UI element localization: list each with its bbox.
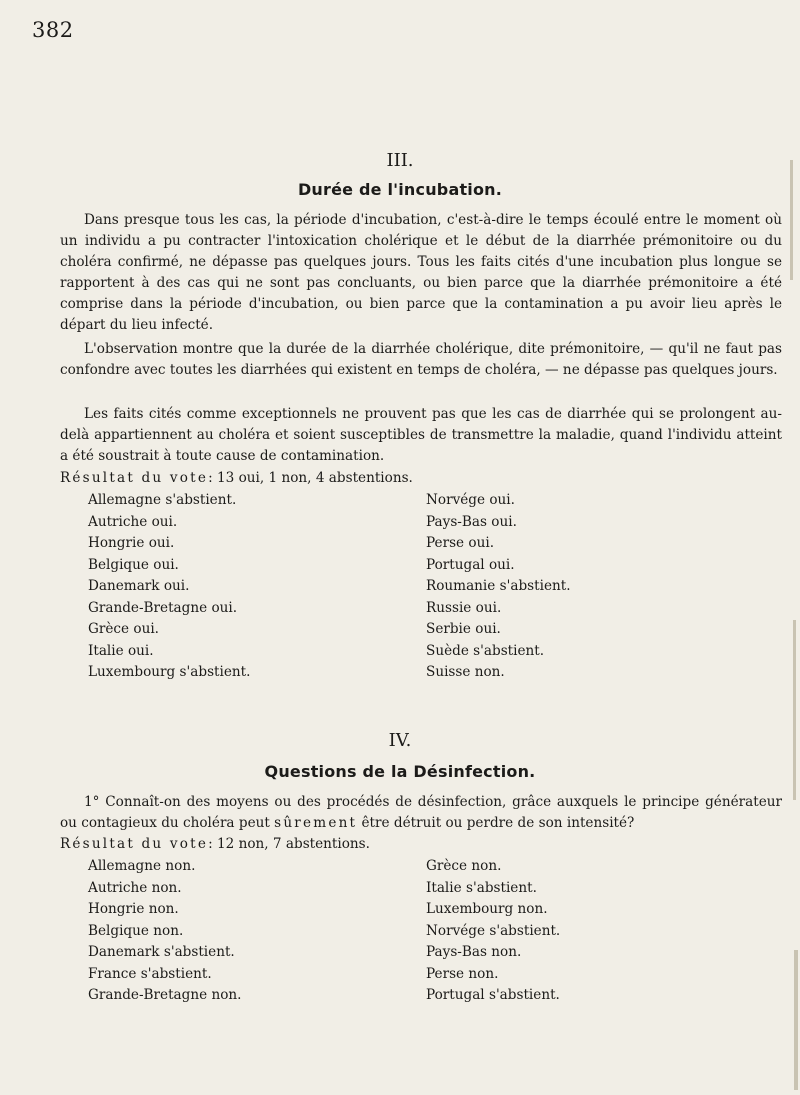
- vote-result-label: Résultat du vote: [60, 836, 209, 852]
- vote-entry: Italie oui.: [88, 642, 154, 659]
- vote-entry: Pays-Bas oui.: [426, 513, 517, 530]
- scan-edge-mark: [790, 160, 793, 280]
- section-4-votes-left: [88, 856, 242, 1007]
- vote-entry: Suisse non.: [426, 664, 505, 680]
- section-4-votes-right: [426, 856, 560, 1007]
- vote-entry: Portugal oui.: [426, 556, 515, 573]
- vote-entry: Hongrie oui.: [88, 535, 175, 551]
- vote-entry: Grèce oui.: [88, 621, 159, 637]
- vote-entry: Allemagne non.: [88, 858, 196, 874]
- vote-entry: Grande-Bretagne oui.: [88, 599, 238, 616]
- section-4-numeral: IV.: [388, 730, 412, 751]
- section-4-vote-result: [60, 834, 370, 855]
- section-3-title: Durée de l'incubation.: [297, 180, 503, 199]
- vote-entry: Danemark oui.: [88, 578, 190, 594]
- vote-result-text: : 12 non, 7 abstentions.: [208, 836, 370, 852]
- vote-entry: Belgique oui.: [88, 556, 179, 573]
- vote-entry: Portugal s'abstient.: [426, 987, 560, 1003]
- section-4-title: Questions de la Désinfection.: [264, 762, 536, 781]
- vote-entry: Allemagne s'abstient.: [88, 492, 237, 508]
- question-text-start: 1° Connaît-on des moyens ou des procédés de désinfection, grâce auxquels le principe générateur ou contagieux du choléra peut: [60, 794, 782, 831]
- section-3-paragraph-2: L'observation montre que la durée de la diarrhée cholérique, dite prémonitoire, — qu'il ne faut pas confondre avec toutes les diarrhées qui existent en temps de choléra, — ne dépasse pas quelques jours.: [60, 341, 782, 378]
- vote-entry: Perse non.: [426, 965, 499, 982]
- vote-entry: Pays-Bas non.: [426, 944, 522, 960]
- vote-entry: Autriche oui.: [88, 513, 178, 530]
- section-4-question: [60, 792, 782, 834]
- vote-result-text: : 13 oui, 1 non, 4 abstentions.: [208, 470, 413, 486]
- question-text-end: être détruit ou perdre de son intensité?: [357, 815, 635, 831]
- vote-entry: Belgique non.: [88, 922, 184, 939]
- vote-entry: Grèce non.: [426, 858, 502, 874]
- vote-entry: Roumanie s'abstient.: [426, 578, 571, 594]
- vote-result-label: Résultat du vote: [60, 470, 209, 486]
- vote-entry: Grande-Bretagne non.: [88, 987, 242, 1003]
- section-3-vote-result: [60, 468, 413, 489]
- vote-entry: Serbie oui.: [426, 621, 501, 637]
- vote-entry: Luxembourg non.: [426, 901, 548, 917]
- vote-entry: Danemark s'abstient.: [88, 944, 235, 960]
- section-3-votes-right: [426, 490, 571, 684]
- vote-entry: Hongrie non.: [88, 901, 179, 917]
- section-3-numeral: III.: [386, 150, 414, 171]
- scan-edge-mark: [793, 620, 796, 800]
- section-3-votes-left: [88, 490, 250, 684]
- scan-edge-mark: [794, 950, 798, 1090]
- vote-entry: Norvége oui.: [426, 492, 515, 508]
- vote-entry: Italie s'abstient.: [426, 879, 537, 896]
- vote-entry: Norvége s'abstient.: [426, 922, 561, 939]
- vote-entry: Suède s'abstient.: [426, 642, 545, 659]
- page-number: 382: [32, 18, 74, 42]
- vote-entry: France s'abstient.: [88, 965, 212, 982]
- vote-entry: Luxembourg s'abstient.: [88, 664, 251, 680]
- section-3-paragraph-1: Dans presque tous les cas, la période d'incubation, c'est-à-dire le temps écoulé entre le moment où un individu a pu contracter l'intoxication cholérique et le début de la diarrhée prémonitoire ou du choléra confirmé, ne dépasse pas quelques jours. Tous les faits cités d'une incubation plus longue se rapportent à des cas qui ne sont pas concluants, ou bien parce que la diarrhée prémonitoire a été comprise dans la période d'incubation, ou bien parce que la contamination a pu avoir lieu après le départ du lieu infecté.: [60, 212, 782, 333]
- vote-entry: Perse oui.: [426, 535, 495, 551]
- vote-entry: Autriche non.: [88, 879, 182, 896]
- question-emphasis: sûrement: [274, 815, 358, 831]
- vote-entry: Russie oui.: [426, 599, 502, 616]
- section-3-paragraph-3: Les faits cités comme exceptionnels ne prouvent pas que les cas de diarrhée qui se prolongent au-delà appartiennent au choléra et soient susceptibles de transmettre la maladie, quand l'individu atteint a été soustrait à toute cause de contamination.: [60, 406, 782, 464]
